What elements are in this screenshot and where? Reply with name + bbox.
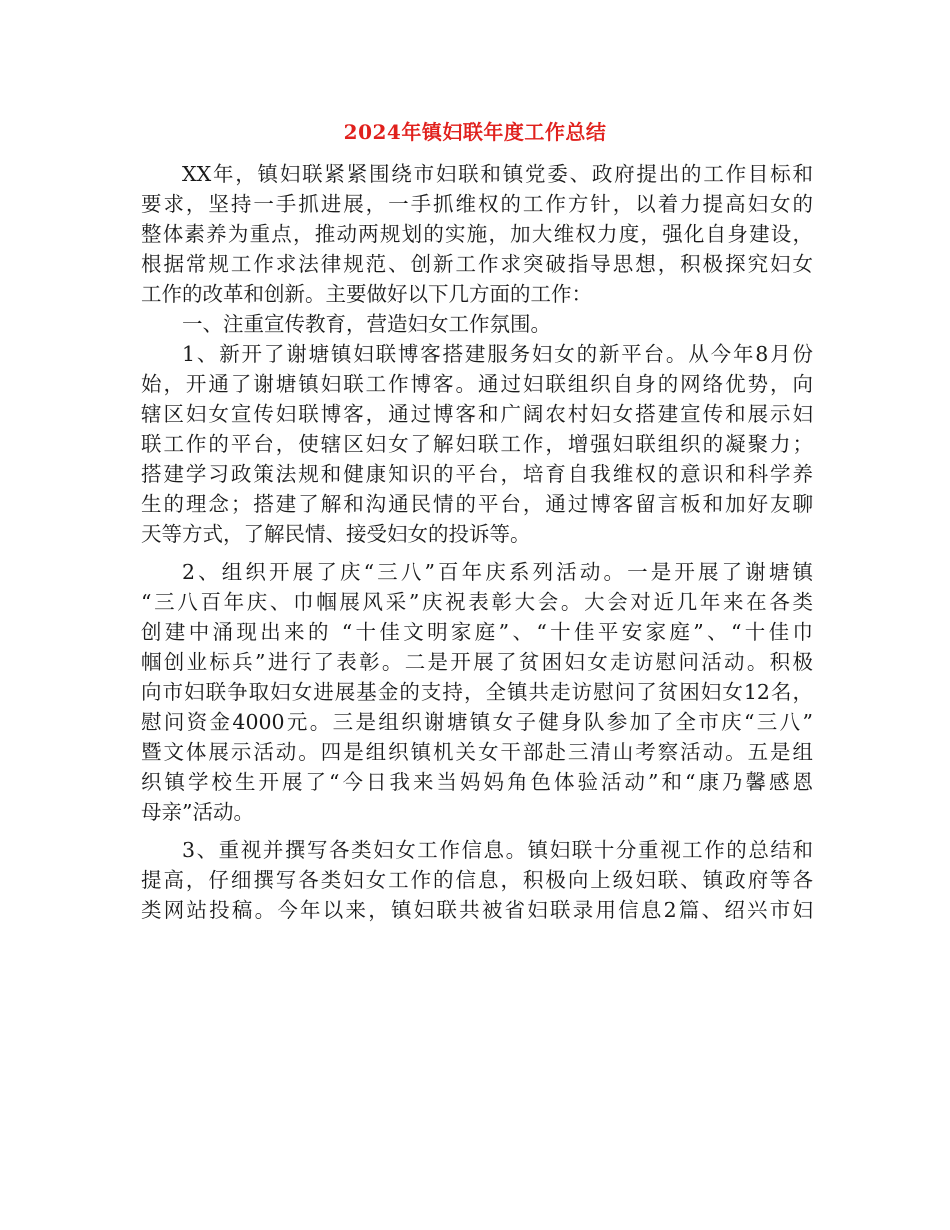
body-text-line: 向市妇联争取妇女进展基金的支持，全镇共走访慰问了贫困妇女12名， [141, 680, 813, 704]
body-text-line: 整体素养为重点，推动两规划的实施，加大维权力度，强化自身建设， [141, 222, 813, 246]
body-text-line: XX年，镇妇联紧紧围绕市妇联和镇党委、政府提出的工作目标和 [182, 162, 813, 186]
body-text-line: 要求，坚持一手抓进展，一手抓维权的工作方针，以着力提高妇女的 [141, 192, 813, 216]
document-title: 2024年镇妇联年度工作总结 [343, 120, 607, 144]
body-text-line: 帼创业标兵”进行了表彰。二是开展了贫困妇女走访慰问活动。积极 [141, 650, 813, 674]
paragraph-gap [141, 827, 813, 835]
body-text-line: 提高，仔细撰写各类妇女工作的信息，积极向上级妇联、镇政府等各 [141, 868, 813, 892]
body-text-line: 2、组织开展了庆“三八”百年庆系列活动。一是开展了谢塘镇 [182, 560, 813, 584]
body-text-line: 暨文体展示活动。四是组织镇机关女干部赴三清山考察活动。五是组 [141, 740, 813, 764]
body-text-line: 一、注重宣传教育，营造妇女工作氛围。 [182, 312, 551, 336]
body-text-line: 类网站投稿。今年以来，镇妇联共被省妇联录用信息2篇、绍兴市妇 [141, 898, 813, 922]
body-text-line: 辖区妇女宣传妇联博客，通过博客和广阔农村妇女搭建宣传和展示妇 [141, 402, 813, 426]
body-text-line: 创建中涌现出来的 “十佳文明家庭”、“十佳平安家庭”、“十佳巾 [141, 620, 813, 644]
body-text-line: 3、重视并撰写各类妇女工作信息。镇妇联十分重视工作的总结和 [182, 838, 813, 862]
body-text-line: 慰问资金4000元。三是组织谢塘镇女子健身队参加了全市庆“三八” [141, 710, 813, 734]
body-text-line: 织镇学校生开展了“今日我来当妈妈角色体验活动”和“康乃馨感恩 [141, 770, 813, 794]
document-body [141, 159, 813, 925]
paragraph-gap [141, 549, 813, 557]
body-text-line: 根据常规工作求法律规范、创新工作求突破指导思想，积极探究妇女 [141, 252, 813, 276]
body-text-line: 1、新开了谢塘镇妇联博客搭建服务妇女的新平台。从今年8月份 [182, 342, 813, 366]
body-text-line: 生的理念；搭建了解和沟通民情的平台，通过博客留言板和加好友聊 [141, 492, 813, 516]
body-text-line: 搭建学习政策法规和健康知识的平台，培育自我维权的意识和科学养 [141, 462, 813, 486]
body-text-line: 始，开通了谢塘镇妇联工作博客。通过妇联组织自身的网络优势，向 [141, 372, 813, 396]
body-text-line: 母亲”活动。 [141, 800, 254, 824]
body-text-line: “三八百年庆、巾帼展风采”庆祝表彰大会。大会对近几年来在各类 [141, 590, 813, 614]
body-text-line: 联工作的平台，使辖区妇女了解妇联工作，增强妇联组织的凝聚力； [141, 432, 813, 456]
body-text-line: 天等方式，了解民情、接受妇女的投诉等。 [141, 522, 531, 546]
body-text-line: 工作的改革和创新。主要做好以下几方面的工作： [141, 282, 592, 306]
